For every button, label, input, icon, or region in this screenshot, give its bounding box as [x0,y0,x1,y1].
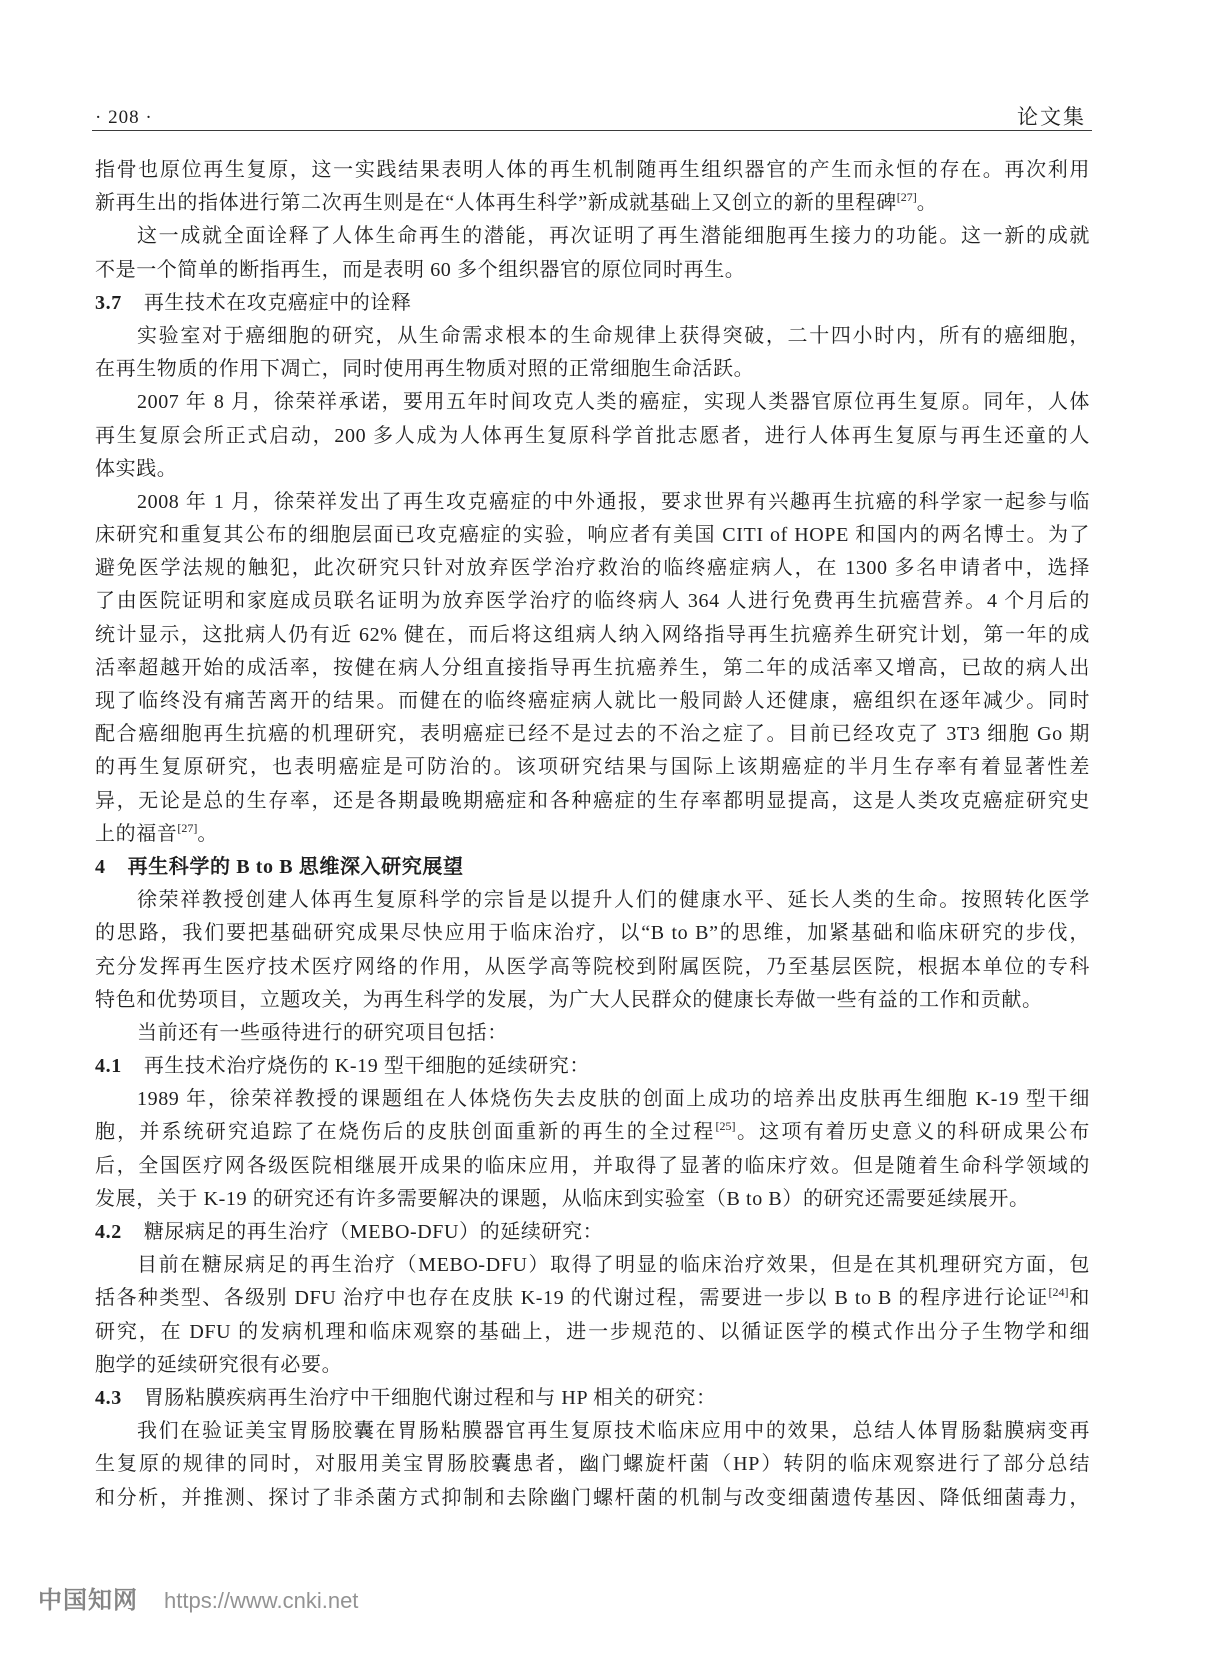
section-number: 3.7 [95,291,122,314]
text-line: 床研究和重复其公布的细胞层面已攻克癌症的实验，响应者有美国 CITI of HOPE 和国内的两名博士。为了 [95,524,1090,547]
line-text: 和 [1068,1287,1090,1310]
section-title: 糖尿病足的再生治疗（MEBO-DFU）的延续研究： [143,1221,604,1243]
text-line [95,187,1090,220]
text-line [95,818,1090,851]
citation-ref: [27] [896,190,917,205]
text-line: 了由医院证明和家庭成员联名证明为放弃医学治疗的临终病人 364 人进行免费再生抗癌营养。4 个月后的 [95,590,1090,613]
citation-ref: [25] [715,1119,736,1134]
section-title: 再生技术治疗烧伤的 K-19 型干细胞的延续研究： [143,1055,590,1078]
section-number: 4.2 [95,1221,122,1243]
text-line: 体实践。 [95,457,178,480]
paragraph [95,386,1090,486]
text-line: 特色和优势项目，立题攻关，为再生科学的发展，为广大人民群众的健康长寿做一些有益的工作和贡献。 [95,988,1043,1011]
paragraph [95,220,1090,286]
text-line: 在再生物质的作用下凋亡，同时使用再生物质对照的正常细胞生命活跃。 [95,358,755,381]
line-text: 。这项有着历史意义的科研成果公布 [735,1121,1090,1144]
page-header [95,105,1090,131]
text-line: 充分发挥再生医疗技术医疗网络的作用，从医学高等院校到附属医院，乃至基层医院，根据本单位的专科 [95,955,1090,978]
text-line: 现了临终没有痛苦离开的结果。而健在的临终癌症病人就比一般同龄人还健康，癌组织在逐年减少。同时 [95,690,1090,712]
paragraph [95,1415,1090,1515]
text-line: 指骨也原位再生复原，这一实践结果表明人体的再生机制随再生组织器官的产生而永恒的存在。再次利用 [95,159,1090,181]
running-title: 论文集 [1017,105,1086,129]
text-line: 1989 年，徐荣祥教授的课题组在人体烧伤失去皮肤的创面上成功的培养出皮肤再生细胞 K-19 型干细 [137,1088,1090,1111]
section-number: 4.1 [95,1055,122,1078]
paragraph [95,1083,1090,1216]
line-text: 新再生出的指体进行第二次再生则是在“人体再生科学”新成就基础上又创立的新的里程碑 [95,192,897,215]
text-line: 胞学的延续研究很有必要。 [95,1353,343,1376]
section-heading [95,287,1090,320]
text-line: 目前在糖尿病足的再生治疗（MEBO-DFU）取得了明显的临床治疗效果，但是在其机理研究方面，包 [137,1254,1090,1277]
paragraph [95,1017,1090,1050]
text-line: 的再生复原研究，也表明癌症是可防治的。该项研究结果与国际上该期癌症的半月生存率有着显著性差 [95,756,1090,779]
paragraph [95,884,1090,1017]
text-line: 活率超越开始的成活率，按健在病人分组直接指导再生抗癌养生，第二年的成活率又增高，已故的病人出 [95,656,1090,679]
text-line [95,1282,1090,1315]
text-line: 2007 年 8 月，徐荣祥承诺，要用五年时间攻克人类的癌症，实现人类器官原位再生复原。同年，人体 [137,391,1090,414]
text-line: 这一成就全面诠释了人体生命再生的潜能，再次证明了再生潜能细胞再生接力的功能。这一新的成就 [137,225,1090,248]
line-text: 胞，并系统研究追踪了在烧伤后的皮肤创面重新的再生的全过程 [95,1121,716,1144]
text-line: 后，全国医疗网各级医院相继展开成果的临床应用，并取得了显著的临床疗效。但是随着生命科学领域的 [95,1154,1090,1177]
page-number: · 208 · [95,107,153,128]
text-line [95,1116,1090,1149]
section-heading [95,1382,1090,1415]
text-line: 统计显示，这批病人仍有近 62% 健在，而后将这组病人纳入网络指导再生抗癌养生研究计划，第一年的成 [95,623,1090,646]
text-line: 异，无论是总的生存率，还是各期最晚期癌症和各种癌症的生存率都明显提高，这是人类攻克癌症研究史 [95,789,1090,812]
section-title: 再生技术在攻克癌症中的诠释 [143,291,412,314]
text-line: 我们在验证美宝胃肠胶囊在胃肠粘膜器官再生复原技术临床应用中的效果，总结人体胃肠黏膜病变再 [137,1420,1090,1443]
text-line: 2008 年 1 月，徐荣祥发出了再生攻克癌症的中外通报，要求世界有兴趣再生抗癌的科学家一起参与临 [137,490,1090,513]
line-text: 括各种类型、各级别 DFU 治疗中也存在皮肤 K-19 的代谢过程，需要进一步以 B to B 的程序进行论证 [95,1287,1049,1310]
section-title: 胃肠粘膜疾病再生治疗中干细胞代谢过程和与 HP 相关的研究： [143,1386,717,1409]
citation-ref: [24] [1048,1285,1069,1300]
text-line: 避免医学法规的触犯，此次研究只针对放弃医学治疗救治的临终癌症病人，在 1300 多名申请者中，选择 [95,557,1090,580]
text-line: 实验室对于癌细胞的研究，从生命需求根本的生命规律上获得突破，二十四小时内，所有的癌细胞， [137,324,1090,347]
text-line: 和分析，并推测、探讨了非杀菌方式抑制和去除幽门螺杆菌的机制与改变细菌遗传基因、降低细菌毒力， [95,1486,1090,1509]
citation-ref: [27] [177,820,198,835]
section-number: 4 [95,855,106,878]
section-number: 4.3 [95,1386,122,1409]
article-body [95,154,1090,1515]
text-line: 发展，关于 K-19 的研究还有许多需要解决的课题，从临床到实验室（B to B）的研究还需要延续展开。 [95,1187,1030,1210]
text-line: 再生复原会所正式启动，200 多人成为人体再生复原科学首批志愿者，进行人体再生复原与再生还童的人 [95,424,1090,447]
text-line: 当前还有一些亟待进行的研究项目包括： [137,1021,508,1044]
text-line: 的思路，我们要把基础研究成果尽快应用于临床治疗，以“B to B”的思维，加紧基础和临床研究的步伐， [95,922,1090,945]
section-heading [95,1216,1090,1249]
text-line: 不是一个简单的断指再生，而是表明 60 多个组织器官的原位同时再生。 [95,258,746,281]
line-text: 上的福音 [95,822,178,845]
line-text: 。 [197,822,219,845]
watermark-logo-text: 中国知网 [38,1586,138,1614]
text-line: 徐荣祥教授创建人体再生复原科学的宗旨是以提升人们的健康水平、延长人类的生命。按照转化医学 [137,889,1090,912]
section-heading [95,1050,1090,1083]
text-line: 配合癌细胞再生抗癌的机理研究，表明癌症已经不是过去的不治之症了。目前已经攻克了 3T3 细胞 Go 期 [95,723,1090,746]
cnki-watermark [38,1584,358,1616]
line-text: 。 [916,192,938,215]
paragraph [95,320,1090,386]
text-line: 研究，在 DFU 的发病机理和临床观察的基础上，进一步规范的、以循证医学的模式作出分子生物学和细 [95,1320,1090,1343]
paragraph [95,154,1090,220]
section-title: 再生科学的 B to B 思维深入研究展望 [127,855,464,878]
header-rule [92,130,1092,131]
section-heading [95,851,1090,884]
watermark-url: https://www.cnki.net [164,1588,359,1613]
paragraph [95,1249,1090,1382]
text-line: 生复原的规律的同时，对服用美宝胃肠胶囊患者，幽门螺旋杆菌（HP）转阴的临床观察进行了部分总结 [95,1453,1090,1476]
paragraph [95,486,1090,851]
